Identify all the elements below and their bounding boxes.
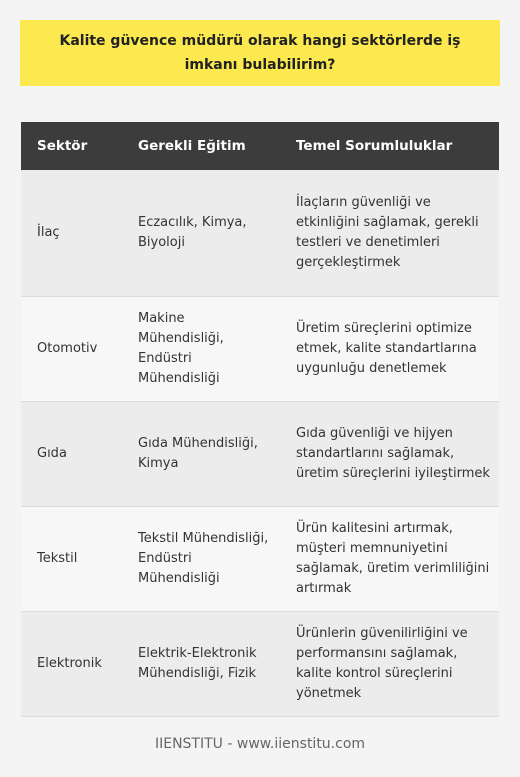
cell-sector: Tekstil [21, 506, 122, 611]
sectors-table [21, 122, 499, 717]
cell-sector: Otomotiv [21, 296, 122, 401]
cell-sector: Gıda [21, 401, 122, 506]
cell-sector: Elektronik [21, 611, 122, 716]
cell-education: Makine Mühendisliği, Endüstri Mühendisliği [122, 296, 280, 401]
cell-responsibilities: Üretim süreçlerini optimize etmek, kalite standartlarına uygunluğu denetlemek [280, 296, 499, 401]
table-row [21, 401, 499, 506]
header-education: Gerekli Eğitim [122, 122, 280, 170]
table-row [21, 611, 499, 716]
page-title: Kalite güvence müdürü olarak hangi sektörlerde iş imkanı bulabilirim? [59, 33, 461, 73]
cell-education: Elektrik-Elektronik Mühendisliği, Fizik [122, 611, 280, 716]
table-row [21, 170, 499, 296]
cell-sector: İlaç [21, 170, 122, 296]
table-row [21, 506, 499, 611]
cell-education: Eczacılık, Kimya, Biyoloji [122, 170, 280, 296]
cell-responsibilities: Ürün kalitesini artırmak, müşteri memnuniyetini sağlamak, üretim verimliliğini artırmak [280, 506, 499, 611]
title-banner [20, 20, 500, 86]
header-responsibilities: Temel Sorumluluklar [280, 122, 499, 170]
cell-education: Gıda Mühendisliği, Kimya [122, 401, 280, 506]
header-sector: Sektör [21, 122, 122, 170]
cell-responsibilities: Gıda güvenliği ve hijyen standartlarını sağlamak, üretim süreçlerini iyileştirmek [280, 401, 499, 506]
cell-education: Tekstil Mühendisliği, Endüstri Mühendisliği [122, 506, 280, 611]
cell-responsibilities: İlaçların güvenliği ve etkinliğini sağlamak, gerekli testleri ve denetimleri gerçekleştirmek [280, 170, 499, 296]
footer-credit: IIENSTITU - www.iienstitu.com [154, 736, 366, 752]
table-row [21, 296, 499, 401]
cell-responsibilities: Ürünlerin güvenilirliğini ve performansını sağlamak, kalite kontrol süreçlerini yönetmek [280, 611, 499, 716]
table-header-row [21, 122, 499, 170]
